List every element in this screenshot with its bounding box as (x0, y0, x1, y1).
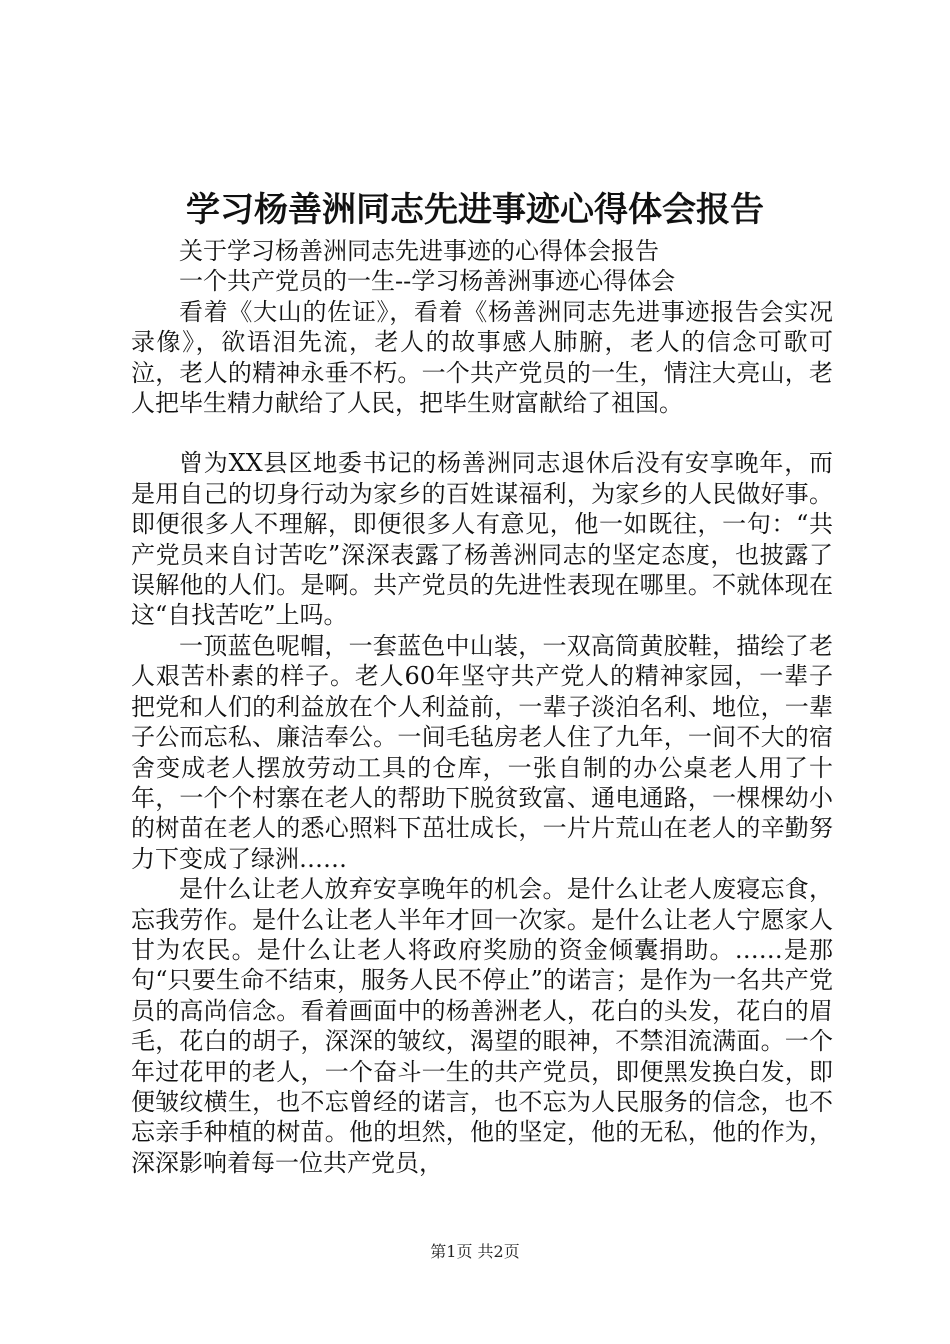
document-body (131, 236, 833, 1178)
body-paragraph: 曾为XX县区地委书记的杨善洲同志退休后没有安享晚年，而是用自己的切身行动为家乡的百姓谋福利，为家乡的人民做好事。即便很多人不理解，即便很多人有意见，他一如既往，一句：“共产党员来自讨苦吃”深深表露了杨善洲同志的坚定态度，也披露了误解他的人们。是啊。共产党员的先进性表现在哪里。不就体现在这“自找苦吃”上吗。 (131, 449, 833, 630)
body-paragraph: 是什么让老人放弃安享晚年的机会。是什么让老人废寝忘食，忘我劳作。是什么让老人半年才回一次家。是什么让老人宁愿家人甘为农民。是什么让老人将政府奖励的资金倾囊捐助。……是那句“只要生命不结束，服务人民不停止”的诺言；是作为一名共产党员的高尚信念。看着画面中的杨善洲老人，花白的头发，花白的眉毛，花白的胡子，深深的皱纹，渴望的眼神，不禁泪流满面。一个年过花甲的老人，一个奋斗一生的共产党员，即便黑发换白发，即便皱纹横生，也不忘曾经的诺言，也不忘为人民服务的信念，也不忘亲手种植的树苗。他的坦然，他的坚定，他的无私，他的作为，深深影响着每一位共产党员， (131, 875, 833, 1177)
body-paragraph: 一顶蓝色呢帽，一套蓝色中山装，一双高筒黄胶鞋，描绘了老人艰苦朴素的样子。老人60年坚守共产党人的精神家园，一辈子把党和人们的利益放在个人利益前，一辈子淡泊名利、地位，一辈子公而忘私、廉洁奉公。一间毛毡房老人住了九年，一间不大的宿舍变成老人摆放劳动工具的仓库，一张自制的办公桌老人用了十年，一个个村寨在老人的帮助下脱贫致富、通电通路，一棵棵幼小的树苗在老人的悉心照料下茁壮成长，一片片荒山在老人的辛勤努力下变成了绿洲…… (131, 631, 833, 873)
subtitle-paragraph: 关于学习杨善洲同志先进事迹的心得体会报告 (179, 237, 659, 265)
document-title: 学习杨善洲同志先进事迹心得体会报告 (186, 190, 764, 230)
paragraph-spacer (131, 418, 833, 448)
body-paragraph: 看着《大山的佐证》，看着《杨善洲同志先进事迹报告会实况录像》，欲语泪先流，老人的故事感人肺腑，老人的信念可歌可泣，老人的精神永垂不朽。一个共产党员的一生，情注大亮山，老人把毕生精力献给了人民，把毕生财富献给了祖国。 (131, 297, 833, 418)
page-footer: 第1页 共2页 (430, 1242, 520, 1261)
subtitle-paragraph: 一个共产党员的一生--学习杨善洲事迹心得体会 (179, 267, 676, 296)
